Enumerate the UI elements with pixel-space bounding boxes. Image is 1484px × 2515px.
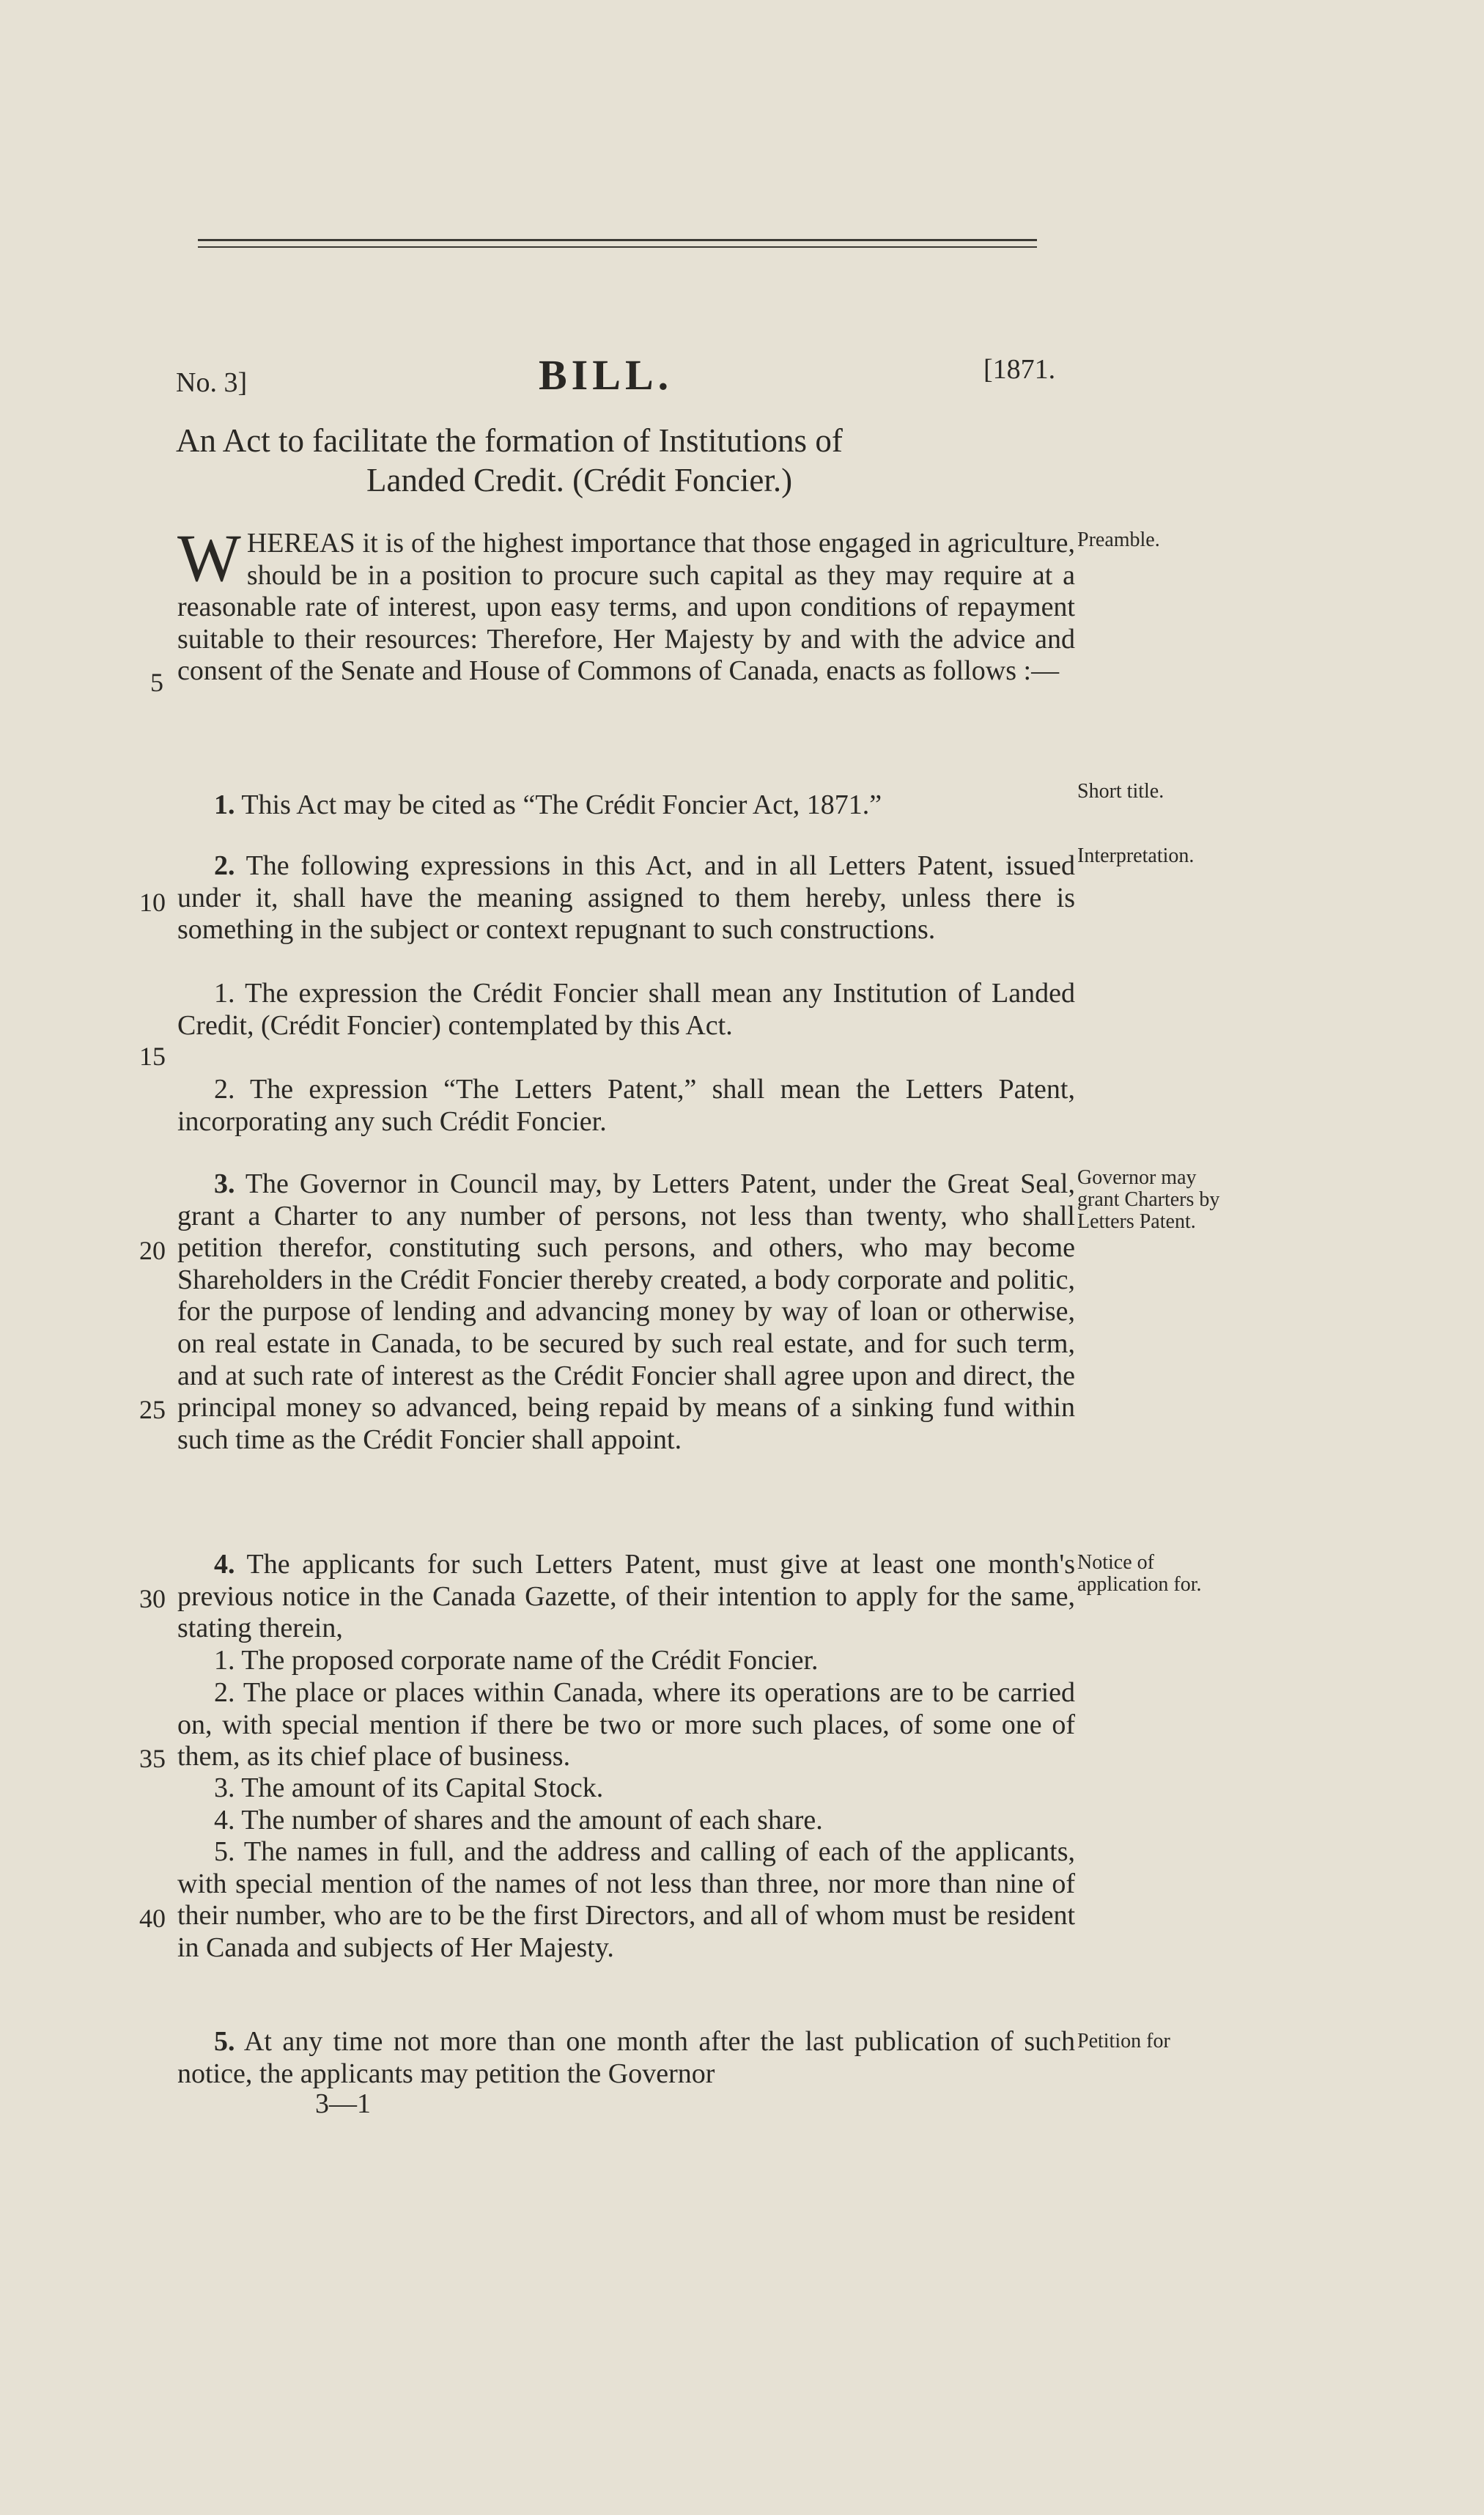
section-2-text: The following expressions in this Act, and in all Letters Patent, issued under it, shall have the meaning assigned to them hereby, unless there is something in the subject or context repugnant to such constructions.	[177, 850, 1075, 946]
section-5-number: 5.	[214, 2026, 235, 2057]
preamble	[177, 520, 1075, 688]
section-4-item-1: 1. The proposed corporate name of the Crédit Foncier.	[214, 1645, 819, 1676]
section-1	[177, 789, 1075, 822]
section-4-item-2: 2. The place or places within Canada, where its operations are to be carried on, with special mention if there be two or more such places, of some one of them, as its chief place of business.	[177, 1677, 1075, 1772]
section-3	[177, 1168, 1075, 1456]
section-4-text: The applicants for such Letters Patent, must give at least one month's previous notice in the Canada Gazette, of their intention to apply for the same, stating therein,	[177, 1549, 1075, 1644]
section-4-item-3: 3. The amount of its Capital Stock.	[214, 1772, 604, 1803]
line-number-15: 15	[139, 1042, 166, 1071]
section-2-number: 2.	[214, 850, 235, 881]
line-number-30: 30	[139, 1584, 166, 1613]
bill-year: [1871.	[983, 354, 1056, 385]
section-4-number: 4.	[214, 1549, 235, 1580]
section-3-text: The Governor in Council may, by Letters Patent, under the Great Seal, grant a Charter to any number of persons, not less than twenty, who shall petition therefor, constituting such persons, and others, who may become Shareholders in the Crédit Foncier thereby created, a body corporate and politic, for the purpose of lending and advancing money by way of loan or otherwise, on real estate in Canada, to be secured by such real estate, and for such term, and at such rate of interest as the Crédit Foncier shall agree upon and direct, the principal money so advanced, being repaid by means of a sinking fund within such time as the Crédit Foncier shall appoint.	[177, 1168, 1075, 1455]
margin-note-interpretation: Interpretation.	[1077, 844, 1195, 867]
bill-number: No. 3]	[176, 367, 248, 398]
margin-note-petition: Petition for	[1077, 2030, 1170, 2052]
preamble-text: HEREAS it is of the highest importance that those engaged in agriculture, should be in a position to procure such capital as they may require at a reasonable rate of interest, upon easy terms, and upon conditions of repayment suitable to their resources: Therefore, Her Majesty by and with the advice and consent of the Senate and House of Commons of Canada, enacts as follows :—	[177, 528, 1075, 687]
section-2	[177, 850, 1075, 946]
line-number-35: 35	[139, 1744, 166, 1773]
line-number-5: 5	[150, 668, 163, 697]
act-title-line1: An Act to facilitate the formation of Institutions of	[176, 422, 843, 459]
section-2-item-1: 1. The expression the Crédit Foncier shall mean any Institution of Landed Credit, (Crédit Foncier) contemplated by this Act.	[177, 978, 1075, 1041]
margin-note-notice: Notice of application for.	[1077, 1551, 1202, 1596]
line-number-10: 10	[139, 888, 166, 917]
margin-note-preamble: Preamble.	[1077, 529, 1160, 551]
section-5-text: At any time not more than one month after the last publication of such notice, the applicants may petition the Governor	[177, 2026, 1076, 2089]
line-number-40: 40	[139, 1904, 166, 1933]
bill-heading: BILL.	[539, 351, 673, 399]
signature-mark: 3—1	[315, 2088, 371, 2119]
margin-note-governor: Governor may grant Charters by Letters Patent.	[1077, 1166, 1220, 1233]
line-number-25: 25	[139, 1395, 166, 1424]
section-2-item-2: 2. The expression “The Letters Patent,” shall mean the Letters Patent, incorporating any such Crédit Foncier.	[177, 1074, 1075, 1137]
act-title-line2: Landed Credit. (Crédit Foncier.)	[366, 462, 793, 498]
line-number-20: 20	[139, 1236, 166, 1265]
section-3-number: 3.	[214, 1168, 235, 1199]
section-5	[177, 2026, 1075, 2090]
section-1-number: 1.	[214, 789, 235, 820]
top-rule	[198, 239, 1037, 241]
section-1-text: This Act may be cited as “The Crédit Foncier Act, 1871.”	[241, 789, 882, 820]
section-4	[177, 1549, 1075, 1645]
act-title	[176, 421, 1077, 500]
preamble-drop-cap: W	[177, 520, 241, 595]
section-4-item-4: 4. The number of shares and the amount of each share.	[214, 1805, 823, 1835]
section-4-item-5: 5. The names in full, and the address and calling of each of the applicants, with special mention of the names of not less than three, nor more than nine of their number, who are to be the first Directors, and all of whom must be resident in Canada and subjects of Her Majesty.	[177, 1836, 1075, 1963]
top-rule-thin	[198, 246, 1037, 248]
margin-note-short-title: Short title.	[1077, 780, 1164, 803]
